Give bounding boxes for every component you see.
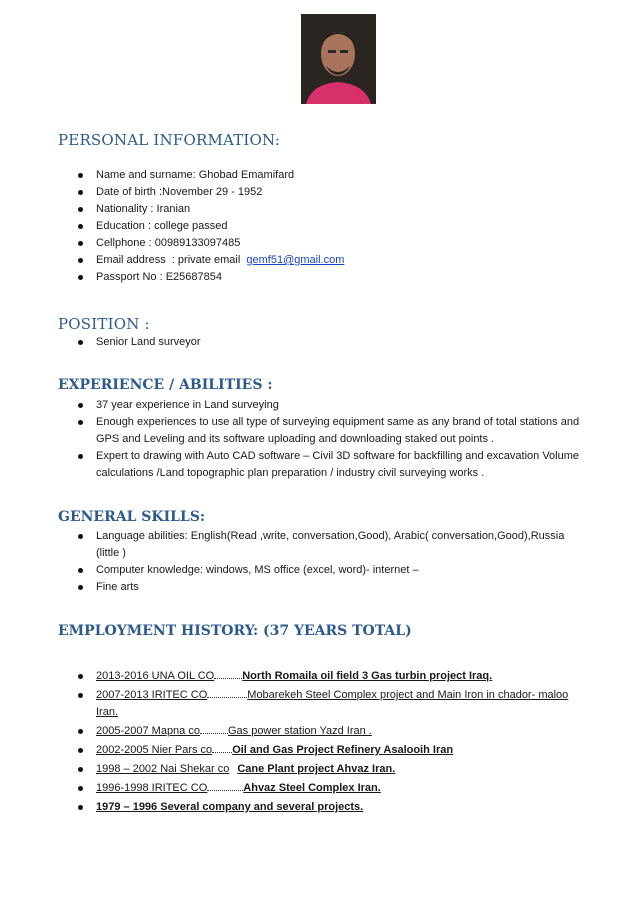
employment-project: Cane Plant project Ahvaz Iran. — [237, 763, 396, 775]
position-heading: POSITION : — [58, 315, 150, 333]
employment-project: North Romaila oil field 3 Gas turbin project Iraq. — [242, 670, 493, 682]
employment-history-list — [58, 668, 588, 818]
list-item: Senior Land surveyor — [58, 334, 588, 351]
general-skills-list — [58, 528, 588, 596]
employment-history-heading: EMPLOYMENT HISTORY: (37 YEARS TOTAL) — [58, 623, 412, 639]
employment-period: 2013-2016 UNA OIL CO — [96, 670, 215, 682]
dotted-leader — [214, 678, 242, 679]
employment-period: 1979 – 1996 Several company and several projects. — [96, 801, 364, 813]
position-list — [58, 334, 588, 351]
list-item: Cellphone : 00989133097485 — [58, 235, 588, 252]
list-item-email — [58, 252, 588, 269]
dotted-leader — [207, 790, 243, 791]
list-item: Expert to drawing with Auto CAD software – Civil 3D software for backfilling and excavation Volume calculations /Land topographic plan preparation / industry civil surveying works . — [58, 448, 588, 482]
employment-item — [58, 799, 588, 816]
list-item: Date of birth :November 29 - 1952 — [58, 184, 588, 201]
employment-project: Mobarekeh Steel Complex project and Main Iron in chador- maloo Iran. — [96, 689, 569, 718]
list-item: Nationality : Iranian — [58, 201, 588, 218]
email-link[interactable]: gemf51@gmail.com — [246, 254, 345, 266]
list-item: Language abilities: English(Read ,write, conversation,Good), Arabic( conversation,Good),Russia (little ) — [58, 528, 588, 562]
experience-heading: EXPERIENCE / ABILITIES : — [58, 377, 273, 393]
employment-item — [58, 723, 588, 740]
employment-project: Ahvaz Steel Complex Iran. — [243, 782, 381, 794]
employment-project: Gas power station Yazd Iran . — [227, 725, 372, 737]
list-item: Name and surname: Ghobad Emamifard — [58, 167, 588, 184]
email-label: Email address : private email — [96, 254, 247, 266]
employment-item — [58, 780, 588, 797]
dotted-leader — [207, 697, 247, 698]
employment-period: 2005-2007 Mapna co — [96, 725, 200, 737]
list-item: Fine arts — [58, 579, 588, 596]
employment-item — [58, 687, 588, 721]
employment-item — [58, 668, 588, 685]
employment-period: 1998 – 2002 Nai Shekar co — [96, 763, 230, 775]
personal-information-list — [58, 167, 588, 286]
employment-item — [58, 761, 588, 778]
employment-project: Oil and Gas Project Refinery Asalooih Iran — [232, 744, 454, 756]
experience-list — [58, 397, 588, 482]
list-item: 37 year experience in Land surveying — [58, 397, 588, 414]
employment-period: 2002-2005 Nier Pars co — [96, 744, 213, 756]
employment-period: 1996-1998 IRITEC CO — [96, 782, 208, 794]
personal-information-heading: PERSONAL INFORMATION: — [58, 131, 281, 149]
profile-photo — [301, 14, 376, 104]
list-item: Education : college passed — [58, 218, 588, 235]
list-item: Passport No : E25687854 — [58, 269, 588, 286]
dotted-leader — [200, 733, 228, 734]
list-item: Computer knowledge: windows, MS office (excel, word)- internet – — [58, 562, 588, 579]
dotted-leader — [212, 752, 232, 753]
employment-item — [58, 742, 588, 759]
list-item: Enough experiences to use all type of surveying equipment same as any brand of total stations and GPS and Leveling and its software uploading and downloading staked out points . — [58, 414, 588, 448]
general-skills-heading: GENERAL SKILLS: — [58, 509, 206, 525]
employment-period: 2007-2013 IRITEC CO — [96, 689, 208, 701]
